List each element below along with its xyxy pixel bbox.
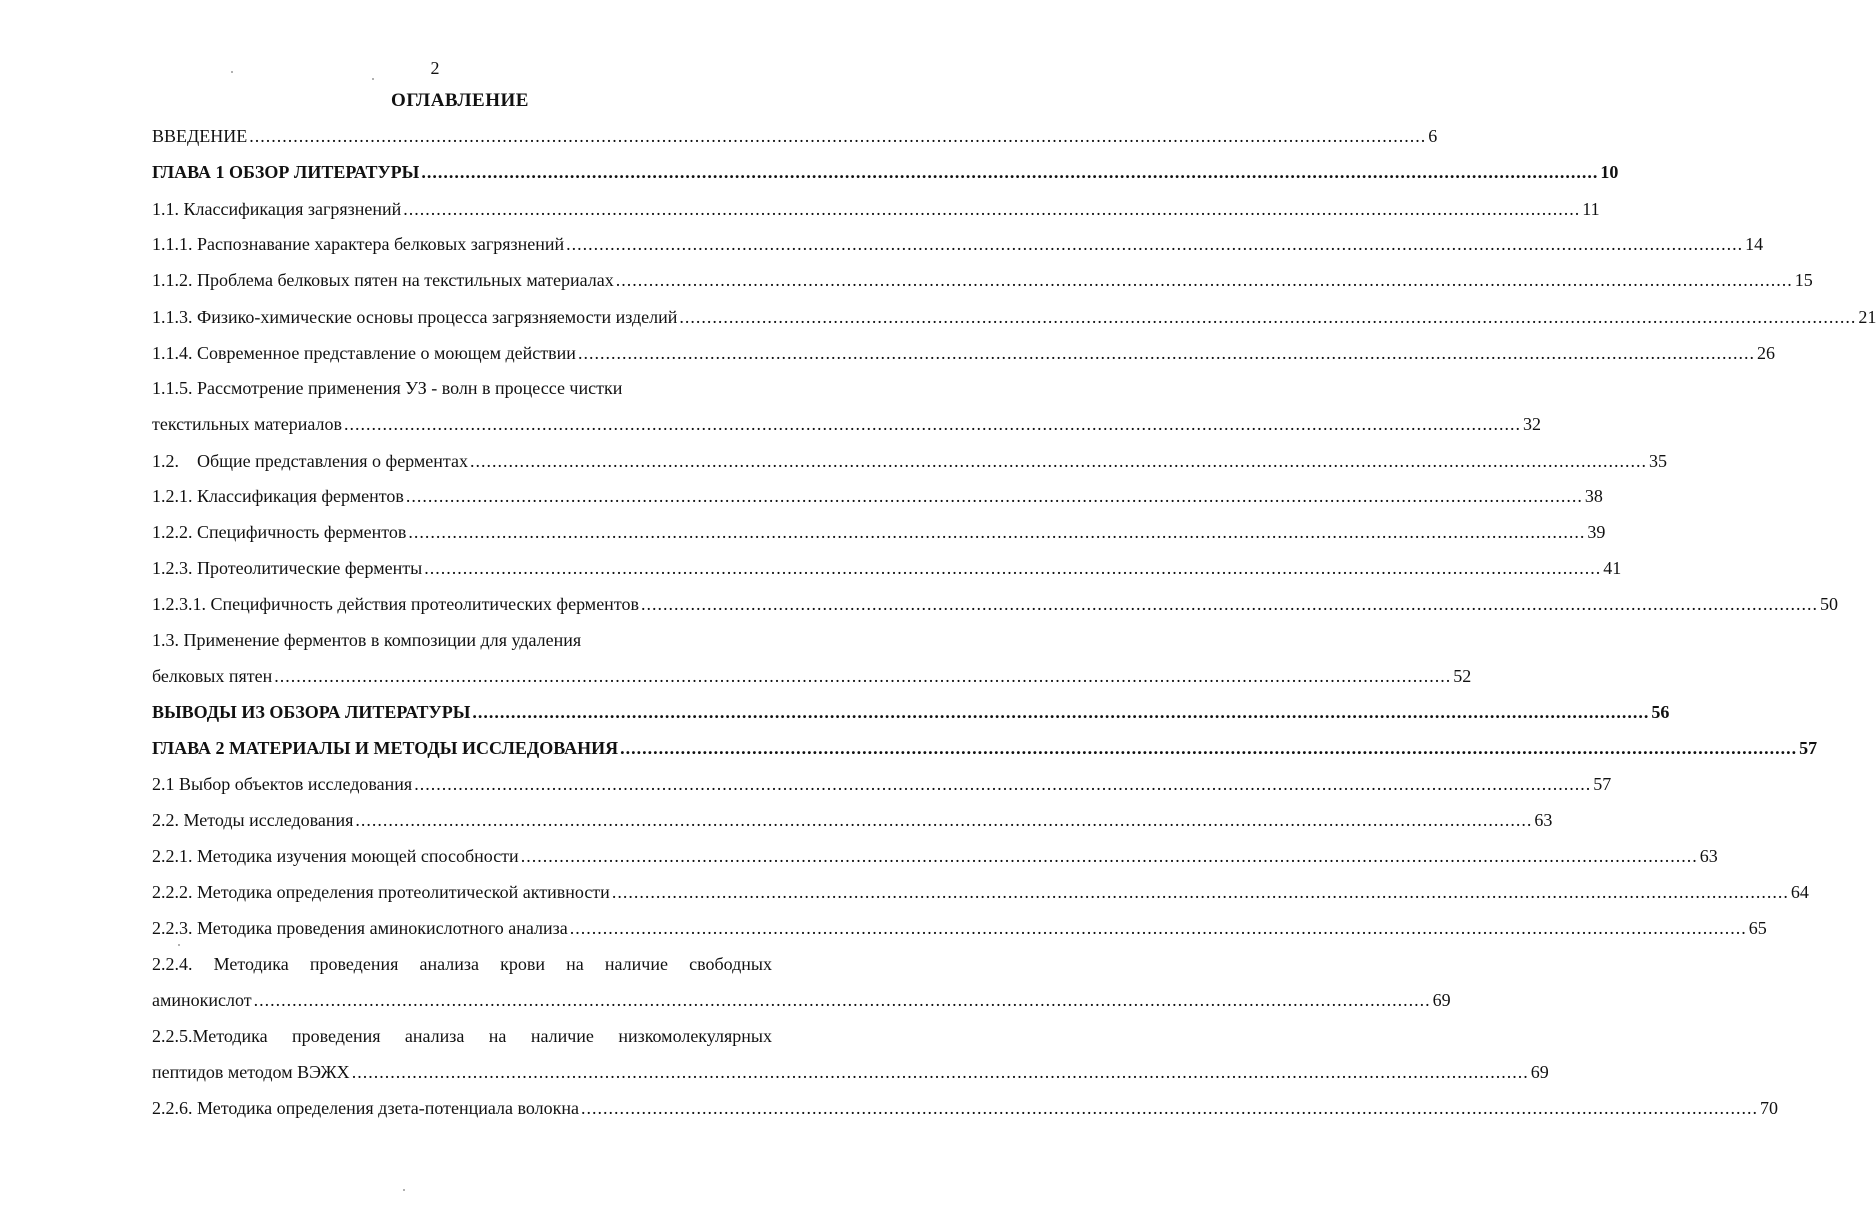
toc-entry-title-continued: текстильных материалов <box>152 414 342 434</box>
toc-leader <box>566 234 1743 255</box>
toc-entry-page: 14 <box>1745 234 1764 254</box>
toc-entry-title: 2.2.2. Методика определения протеолитической активности <box>152 882 610 902</box>
toc-leader <box>679 307 1856 328</box>
toc-entry-page: 57 <box>1799 738 1818 758</box>
toc-entry <box>152 846 1718 870</box>
toc-leader <box>521 846 1698 867</box>
toc-entry-page: 10 <box>1600 162 1619 182</box>
toc-entry-title-continued: белковых пятен <box>152 666 273 686</box>
toc-entry-page: 32 <box>1522 414 1541 434</box>
toc-entry-page: 69 <box>1530 1062 1549 1082</box>
toc-entry-page: 63 <box>1699 846 1718 866</box>
toc-entry-page: 52 <box>1453 666 1472 686</box>
toc-entry-title: ВВЕДЕНИЕ <box>152 126 248 146</box>
toc-leader <box>620 738 1797 759</box>
toc-leader <box>421 162 1598 183</box>
toc-leader <box>254 990 1431 1011</box>
toc-entry-page: 70 <box>1759 1098 1778 1118</box>
toc-entry-title: 1.1.4. Современное представление о моющем действии <box>152 343 576 363</box>
toc-entry-title: ВЫВОДЫ ИЗ ОБЗОРА ЛИТЕРАТУРЫ <box>152 702 471 722</box>
toc-entry-page: 35 <box>1649 451 1667 471</box>
toc-entry-title: 1.2.3.1. Специфичность действия протеолитических ферментов <box>152 594 639 614</box>
toc-entry-page: 15 <box>1794 270 1813 290</box>
toc-entry-title: 2.2.5.Методика проведения анализа на наличие низкомолекулярных <box>152 1026 772 1046</box>
toc-entry <box>152 414 1541 438</box>
toc-leader <box>616 270 1793 291</box>
toc-leader <box>581 1098 1758 1119</box>
page-number: 2 <box>430 58 440 78</box>
toc-entry-first-line <box>152 378 772 402</box>
toc-leader <box>578 343 1755 364</box>
toc-entry-title: 2.2.3. Методика проведения аминокислотного анализа <box>152 918 568 938</box>
toc-entry <box>152 126 1438 150</box>
toc-entry <box>152 774 1612 798</box>
toc-entry-page: 56 <box>1651 702 1670 722</box>
toc-entry-page: 39 <box>1587 522 1606 542</box>
toc-entry <box>152 702 1670 726</box>
toc-leader <box>472 702 1649 723</box>
toc-entry-page: 64 <box>1790 882 1809 902</box>
toc-entry <box>152 810 1553 834</box>
toc-leader <box>274 666 1451 687</box>
toc-entry-title: 1.1.5. Рассмотрение применения УЗ - волн в процессе чистки <box>152 378 623 398</box>
toc-entry-page: 6 <box>1428 126 1438 146</box>
toc-leader <box>344 414 1521 435</box>
toc-entry-title-continued: пептидов методом ВЭЖХ <box>152 1062 350 1082</box>
toc-entry-page: 26 <box>1756 343 1775 363</box>
toc-leader <box>641 594 1818 615</box>
toc-entry <box>152 451 1667 475</box>
toc-entry-title: 1.1.2. Проблема белковых пятен на текстильных материалах <box>152 270 614 290</box>
toc-entry-page: 57 <box>1593 774 1612 794</box>
toc-leader <box>352 1062 1529 1083</box>
toc-entry-title: 1.2.1. Классификация ферментов <box>152 486 404 506</box>
toc-entry <box>152 162 1619 186</box>
toc-entry-page: 63 <box>1534 810 1553 830</box>
toc-entry <box>152 882 1809 906</box>
toc-leader <box>470 451 1647 472</box>
toc-entry-title: 1.1.3. Физико-химические основы процесса загрязняемости изделий <box>152 307 678 327</box>
toc-entry-title: 2.2.1. Методика изучения моющей способности <box>152 846 519 866</box>
toc-leader <box>403 199 1580 220</box>
toc-entry <box>152 522 1606 546</box>
toc-entry-first-line <box>152 1026 772 1050</box>
toc-entry-page: 38 <box>1584 486 1603 506</box>
toc-entry-title: ГЛАВА 2 МАТЕРИАЛЫ И МЕТОДЫ ИССЛЕДОВАНИЯ <box>152 738 619 758</box>
toc-entry <box>152 918 1767 942</box>
toc-leader <box>355 810 1532 831</box>
toc-entry-title: 1.1.1. Распознавание характера белковых загрязнений <box>152 234 565 254</box>
toc-entry-page: 50 <box>1819 594 1838 614</box>
toc-entry-page: 69 <box>1432 990 1451 1010</box>
toc-heading: ОГЛАВЛЕНИЕ <box>391 90 529 111</box>
toc-entry-first-line <box>152 630 772 654</box>
toc-entry <box>152 738 1818 762</box>
toc-entry <box>152 1062 1549 1086</box>
toc-entry <box>152 666 1472 690</box>
toc-entry <box>152 990 1451 1014</box>
toc-entry-title: 2.2.6. Методика определения дзета-потенциала волокна <box>152 1098 579 1118</box>
toc-entry-page: 65 <box>1748 918 1767 938</box>
toc-leader <box>406 486 1583 507</box>
toc-entry-title: 2.2.4. Методика проведения анализа крови на наличие свободных <box>152 954 772 974</box>
toc-leader <box>414 774 1591 795</box>
scan-speck <box>403 1189 405 1191</box>
toc-entry-title: 2.2. Методы исследования <box>152 810 354 830</box>
toc-leader <box>570 918 1747 939</box>
scan-speck <box>178 944 180 946</box>
toc-entry <box>152 234 1764 258</box>
toc-leader <box>612 882 1789 903</box>
toc-entry-title: 1.3. Применение ферментов в композиции для удаления <box>152 630 582 650</box>
toc-entry <box>152 486 1603 510</box>
toc-entry-title: 1.2. Общие представления о ферментах <box>152 451 468 471</box>
toc-entry-first-line <box>152 954 772 978</box>
toc-entry-title: 1.2.3. Протеолитические ферменты <box>152 558 423 578</box>
toc-entry <box>152 270 1813 294</box>
toc-entry <box>152 558 1622 582</box>
toc-entry-page: 11 <box>1582 199 1600 219</box>
toc-entry-title-continued: аминокислот <box>152 990 252 1010</box>
toc-entry-title: 2.1 Выбор объектов исследования <box>152 774 413 794</box>
toc-entry <box>152 343 1775 367</box>
toc-entry-title: 1.1. Классификация загрязнений <box>152 199 402 219</box>
toc-leader <box>249 126 1426 147</box>
toc-entry-page: 21 <box>1858 307 1876 327</box>
toc-entry-title: 1.2.2. Специфичность ферментов <box>152 522 407 542</box>
toc-entry <box>152 307 1876 331</box>
toc-entry-page: 41 <box>1603 558 1622 578</box>
toc-entry <box>152 199 1600 223</box>
toc-entry <box>152 594 1838 618</box>
toc-leader <box>424 558 1601 579</box>
toc-entry-title: ГЛАВА 1 ОБЗОР ЛИТЕРАТУРЫ <box>152 162 420 182</box>
toc-leader <box>408 522 1585 543</box>
toc-entry <box>152 1098 1778 1122</box>
